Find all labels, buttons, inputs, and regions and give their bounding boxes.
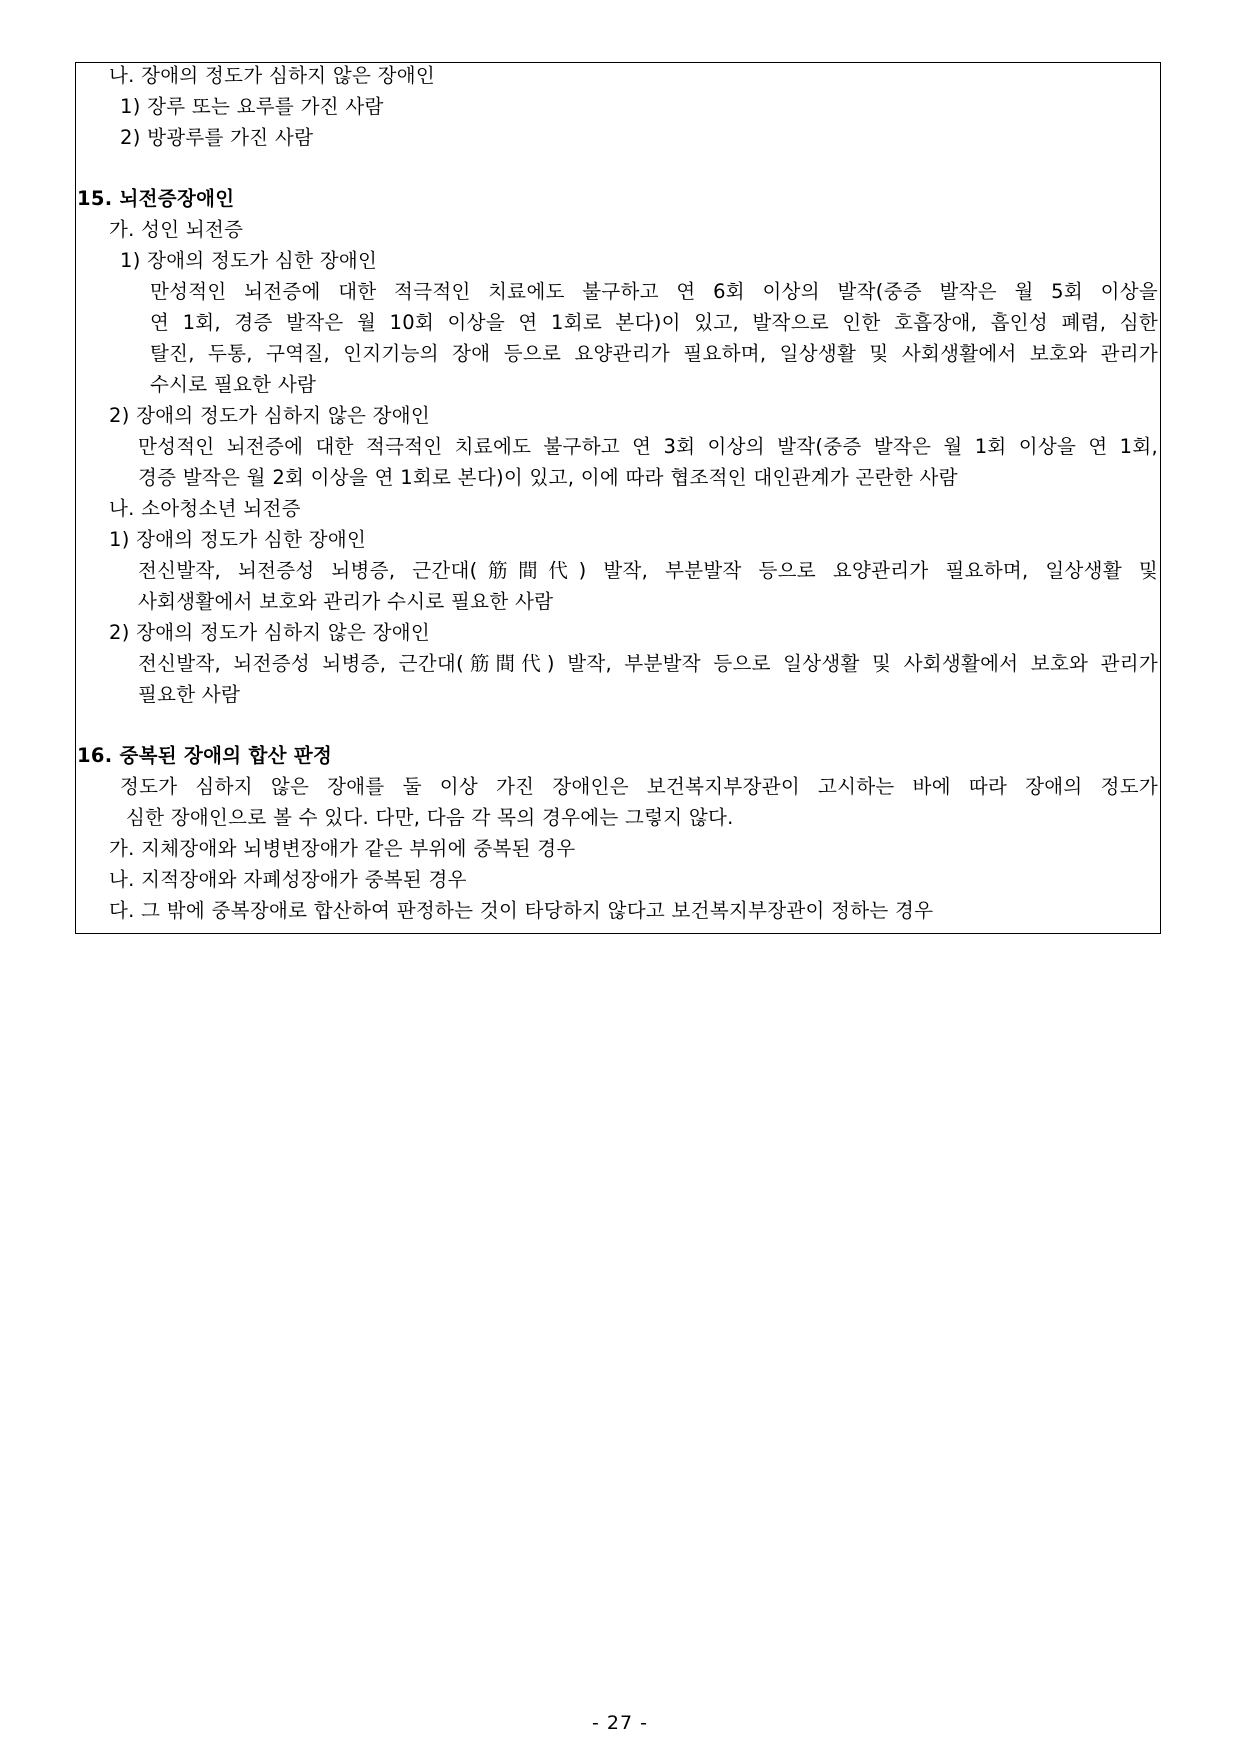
paragraph-line: 만성적인 뇌전증에 대한 적극적인 치료에도 불구하고 연 6회 이상의 발작(중증 발작은 월 5회 이상을 bbox=[150, 280, 1158, 303]
subitem-2-mild: 2) 장애의 정도가 심하지 않은 장애인 bbox=[109, 404, 431, 427]
paragraph-line: 전신발작, 뇌전증성 뇌병증, 근간대(筋間代) 발작, 부분발작 등으로 요양관리가 필요하며, 일상생활 및 bbox=[138, 559, 1158, 582]
subitem-2-mild: 2) 장애의 정도가 심하지 않은 장애인 bbox=[109, 621, 431, 644]
paragraph-line: 전신발작, 뇌전증성 뇌병증, 근간대(筋間代) 발작, 부분발작 등으로 일상생활 및 사회생활에서 보호와 관리가 bbox=[138, 652, 1158, 675]
subitem-1-severe: 1) 장애의 정도가 심한 장애인 bbox=[109, 528, 367, 551]
item-ga-overlap: 가. 지체장애와 뇌병변장애가 같은 부위에 중복된 경우 bbox=[109, 837, 576, 860]
paragraph-line: 수시로 필요한 사람 bbox=[150, 373, 317, 396]
paragraph-line: 필요한 사람 bbox=[138, 683, 241, 706]
page-number: - 27 - bbox=[592, 1712, 648, 1734]
paragraph-line: 사회생활에서 보호와 관리가 수시로 필요한 사람 bbox=[138, 590, 554, 613]
item-na-mild: 나. 장애의 정도가 심하지 않은 장애인 bbox=[109, 64, 436, 87]
subitem-1-severe: 1) 장애의 정도가 심한 장애인 bbox=[120, 249, 378, 272]
paragraph-line: 만성적인 뇌전증에 대한 적극적인 치료에도 불구하고 연 3회 이상의 발작(중증 발작은 월 1회 이상을 연 1회, bbox=[138, 435, 1158, 458]
paragraph-line: 정도가 심하지 않은 장애를 둘 이상 가진 장애인은 보건복지부장관이 고시하는 바에 따라 장애의 정도가 bbox=[120, 775, 1158, 798]
paragraph-line: 심한 장애인으로 볼 수 있다. 다만, 다음 각 목의 경우에는 그렇지 않다. bbox=[126, 806, 734, 829]
paragraph-line: 연 1회, 경증 발작은 월 10회 이상을 연 1회로 본다)이 있고, 발작으로 인한 호흡장애, 흡인성 폐렴, 심한 bbox=[150, 311, 1158, 334]
document-frame bbox=[75, 62, 1161, 934]
paragraph-line: 경증 발작은 월 2회 이상을 연 1회로 본다)이 있고, 이에 따라 협조적인 대인관계가 곤란한 사람 bbox=[138, 466, 958, 489]
section-heading-15: 15. 뇌전증장애인 bbox=[77, 187, 235, 210]
section-heading-16: 16. 중복된 장애의 합산 판정 bbox=[77, 744, 333, 767]
subitem-2-bladder: 2) 방광루를 가진 사람 bbox=[120, 126, 314, 149]
item-da-other: 다. 그 밖에 중복장애로 합산하여 판정하는 것이 타당하지 않다고 보건복지부장관이 정하는 경우 bbox=[109, 899, 934, 922]
item-na-overlap: 나. 지적장애와 자폐성장애가 중복된 경우 bbox=[109, 868, 467, 891]
subitem-1-stoma: 1) 장루 또는 요루를 가진 사람 bbox=[120, 95, 384, 118]
item-ga-adult: 가. 성인 뇌전증 bbox=[109, 218, 244, 241]
item-na-pediatric: 나. 소아청소년 뇌전증 bbox=[109, 497, 301, 520]
paragraph-line: 탈진, 두통, 구역질, 인지기능의 장애 등으로 요양관리가 필요하며, 일상생활 및 사회생활에서 보호와 관리가 bbox=[150, 342, 1158, 365]
